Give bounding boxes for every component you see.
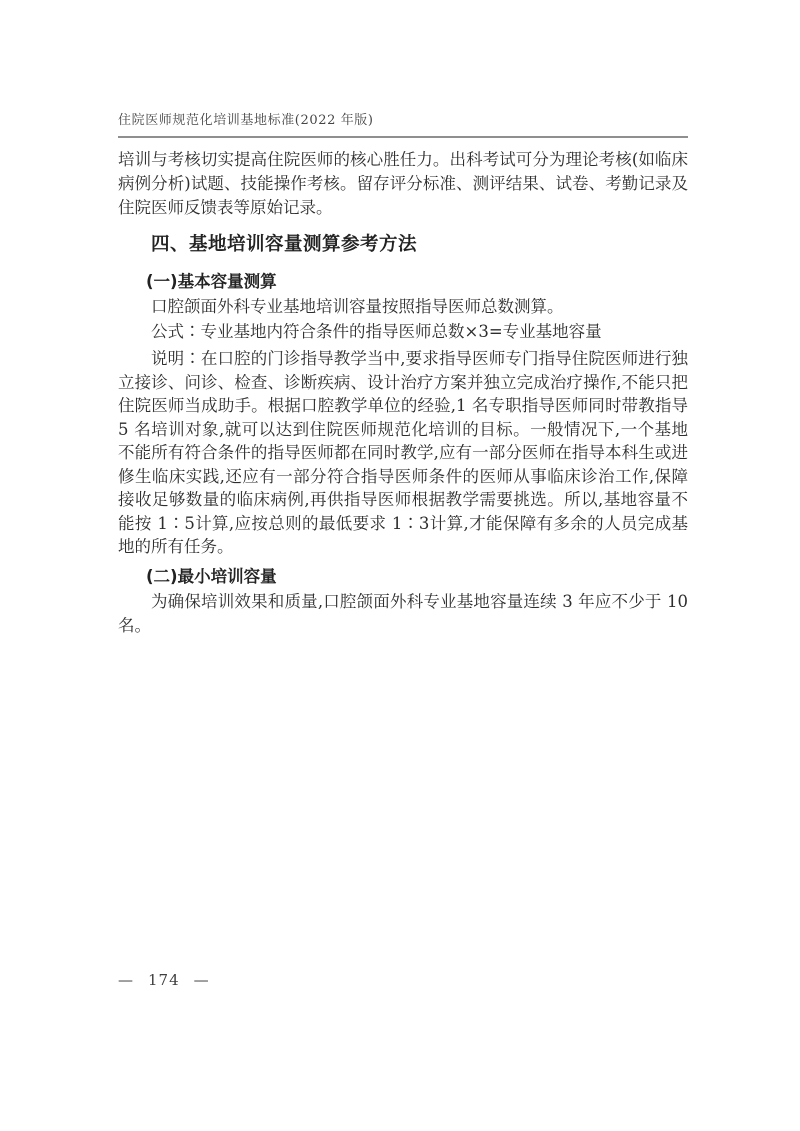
running-header-title: 住院医师规范化培训基地标准(2022 年版) (118, 113, 374, 128)
capacity-formula: 公式∶专业基地内符合条件的指导医师总数×3=专业基地容量 (151, 322, 602, 341)
page-number-right-dash: — (193, 971, 210, 989)
subsection-heading-minimum-capacity: (二)最小培训容量 (146, 567, 277, 586)
subsection-heading-basic-capacity: (一)基本容量测算 (146, 272, 277, 291)
capacity-explanation-paragraph: 说明∶在口腔的门诊指导教学当中,要求指导医师专门指导住院医师进行独立接诊、问诊、检查、诊断疾病、设计治疗方案并独立完成治疗操作,不能只把住院医师当成助手。根据口腔教学单位的经验,1 名专职指导医师同时带教指导 5 名培训对象,就可以达到住院医师规范化培训的目标。一般情况下,一个基地不能所有符合条件的指导医师都在同时教学,应有一部分医师在指导本科生或进修生临床实践,还应有一部分符合指导医师条件的医师从事临床诊治工作,保障接收足够数量的临床病例,再供指导医师根据教学需要挑选。所以,基地容量不能按 1∶5计算,应按总则的最低要求 1∶3计算,才能保障有多余的人员完成基地的所有任务。 (118, 349, 688, 556)
page-number-left-dash: — (118, 971, 134, 989)
page-footer (118, 971, 688, 989)
page-number: 174 (148, 971, 180, 989)
basic-capacity-paragraph: 口腔颌面外科专业基地培训容量按照指导医师总数测算。 (151, 297, 564, 316)
intro-paragraph: 培训与考核切实提高住院医师的核心胜任力。出科考试可分为理论考核(如临床病例分析)试题、技能操作考核。留存评分标准、测评结果、试卷、考勤记录及住院医师反馈表等原始记录。 (118, 150, 688, 217)
section-heading-capacity-estimation: 四、基地培训容量测算参考方法 (151, 234, 418, 255)
minimum-capacity-paragraph: 为确保培训效果和质量,口腔颌面外科专业基地容量连续 3 年应不少于 10 名。 (118, 592, 688, 635)
header-rule-divider (118, 136, 688, 138)
